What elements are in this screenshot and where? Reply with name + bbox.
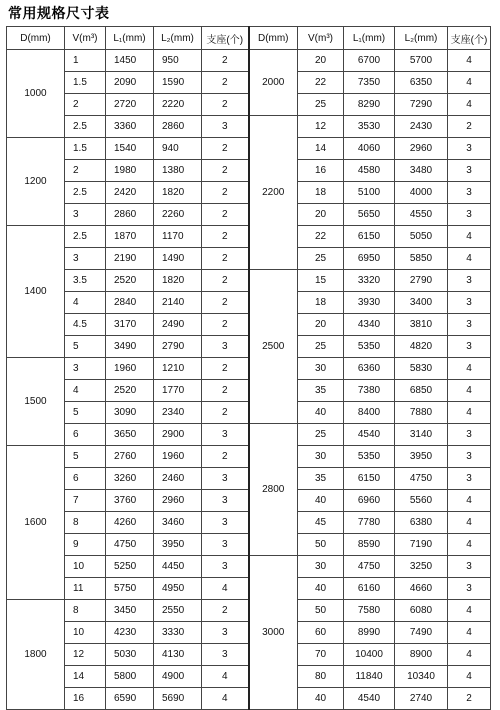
left-diameter-cell: 1400 (7, 226, 65, 358)
left-support-cell: 3 (202, 116, 249, 138)
left-volume-cell: 2 (65, 94, 106, 116)
right-support-cell: 3 (448, 446, 491, 468)
header-cell: D(mm) (7, 27, 65, 50)
left-l2-cell: 2340 (154, 402, 202, 424)
right-volume-cell: 22 (298, 72, 344, 94)
header-cell: L₁(mm) (344, 27, 395, 50)
right-volume-cell: 25 (298, 94, 344, 116)
header-cell: 支座(个) (202, 27, 249, 50)
right-support-cell: 4 (448, 50, 491, 72)
right-volume-cell: 20 (298, 314, 344, 336)
right-volume-cell: 80 (298, 666, 344, 688)
right-l1-cell: 6160 (344, 578, 395, 600)
left-volume-cell: 3 (65, 358, 106, 380)
right-l1-cell: 5100 (344, 182, 395, 204)
left-l2-cell: 2140 (154, 292, 202, 314)
right-volume-cell: 40 (298, 490, 344, 512)
left-l2-cell: 2490 (154, 314, 202, 336)
right-support-cell: 4 (448, 358, 491, 380)
left-support-cell: 3 (202, 534, 249, 556)
right-volume-cell: 18 (298, 182, 344, 204)
left-l1-cell: 5800 (106, 666, 154, 688)
left-volume-cell: 3 (65, 204, 106, 226)
right-l2-cell: 4660 (395, 578, 448, 600)
left-diameter-cell: 1000 (7, 50, 65, 138)
left-l1-cell: 2520 (106, 270, 154, 292)
right-support-cell: 4 (448, 72, 491, 94)
left-volume-cell: 4 (65, 380, 106, 402)
left-l2-cell: 2790 (154, 336, 202, 358)
left-support-cell: 2 (202, 270, 249, 292)
left-l1-cell: 3760 (106, 490, 154, 512)
left-volume-cell: 2.5 (65, 226, 106, 248)
right-l2-cell: 4000 (395, 182, 448, 204)
right-support-cell: 4 (448, 644, 491, 666)
right-volume-cell: 35 (298, 380, 344, 402)
left-volume-cell: 5 (65, 336, 106, 358)
right-l2-cell: 6080 (395, 600, 448, 622)
left-support-cell: 3 (202, 644, 249, 666)
right-l1-cell: 3530 (344, 116, 395, 138)
left-volume-cell: 1.5 (65, 72, 106, 94)
left-l2-cell: 1590 (154, 72, 202, 94)
left-l1-cell: 5250 (106, 556, 154, 578)
left-l2-cell: 5690 (154, 688, 202, 710)
right-support-cell: 3 (448, 292, 491, 314)
left-support-cell: 2 (202, 72, 249, 94)
left-l2-cell: 1380 (154, 160, 202, 182)
right-support-cell: 4 (448, 622, 491, 644)
right-volume-cell: 35 (298, 468, 344, 490)
table-row (7, 116, 491, 138)
left-diameter-cell: 1800 (7, 600, 65, 710)
right-volume-cell: 14 (298, 138, 344, 160)
left-support-cell: 3 (202, 468, 249, 490)
left-l2-cell: 1490 (154, 248, 202, 270)
left-l2-cell: 2220 (154, 94, 202, 116)
left-support-cell: 2 (202, 160, 249, 182)
right-volume-cell: 20 (298, 204, 344, 226)
left-volume-cell: 3.5 (65, 270, 106, 292)
right-support-cell: 3 (448, 468, 491, 490)
left-l1-cell: 2420 (106, 182, 154, 204)
right-l2-cell: 3250 (395, 556, 448, 578)
left-l1-cell: 2520 (106, 380, 154, 402)
left-l2-cell: 950 (154, 50, 202, 72)
left-l1-cell: 2190 (106, 248, 154, 270)
left-support-cell: 3 (202, 490, 249, 512)
left-support-cell: 4 (202, 578, 249, 600)
right-support-cell: 4 (448, 248, 491, 270)
right-support-cell: 3 (448, 314, 491, 336)
left-volume-cell: 4 (65, 292, 106, 314)
left-support-cell: 2 (202, 182, 249, 204)
right-volume-cell: 30 (298, 358, 344, 380)
left-support-cell: 2 (202, 292, 249, 314)
left-l1-cell: 4260 (106, 512, 154, 534)
right-l1-cell: 8990 (344, 622, 395, 644)
left-volume-cell: 7 (65, 490, 106, 512)
right-volume-cell: 25 (298, 248, 344, 270)
right-support-cell: 2 (448, 688, 491, 710)
left-l1-cell: 5750 (106, 578, 154, 600)
left-support-cell: 2 (202, 358, 249, 380)
right-volume-cell: 50 (298, 600, 344, 622)
left-l2-cell: 4450 (154, 556, 202, 578)
right-l1-cell: 8290 (344, 94, 395, 116)
right-support-cell: 3 (448, 138, 491, 160)
right-l2-cell: 5050 (395, 226, 448, 248)
right-support-cell: 4 (448, 600, 491, 622)
left-support-cell: 3 (202, 336, 249, 358)
left-l1-cell: 2860 (106, 204, 154, 226)
left-l1-cell: 3260 (106, 468, 154, 490)
right-l1-cell: 6960 (344, 490, 395, 512)
left-diameter-cell: 1200 (7, 138, 65, 226)
left-l1-cell: 3450 (106, 600, 154, 622)
right-l2-cell: 3140 (395, 424, 448, 446)
right-l1-cell: 10400 (344, 644, 395, 666)
left-support-cell: 2 (202, 380, 249, 402)
header-cell: L₂(mm) (395, 27, 448, 50)
right-l1-cell: 6360 (344, 358, 395, 380)
right-support-cell: 4 (448, 94, 491, 116)
right-support-cell: 4 (448, 512, 491, 534)
left-support-cell: 3 (202, 556, 249, 578)
header-cell: D(mm) (249, 27, 298, 50)
left-l2-cell: 1770 (154, 380, 202, 402)
left-volume-cell: 8 (65, 600, 106, 622)
right-l2-cell: 3480 (395, 160, 448, 182)
right-l1-cell: 6700 (344, 50, 395, 72)
left-l2-cell: 3950 (154, 534, 202, 556)
right-l2-cell: 7290 (395, 94, 448, 116)
right-volume-cell: 18 (298, 292, 344, 314)
right-volume-cell: 30 (298, 556, 344, 578)
header-cell: 支座(个) (448, 27, 491, 50)
right-support-cell: 3 (448, 160, 491, 182)
right-l1-cell: 4750 (344, 556, 395, 578)
left-volume-cell: 3 (65, 248, 106, 270)
left-l2-cell: 2550 (154, 600, 202, 622)
right-l2-cell: 10340 (395, 666, 448, 688)
left-l2-cell: 2900 (154, 424, 202, 446)
spec-table (6, 26, 491, 710)
right-volume-cell: 20 (298, 50, 344, 72)
left-l1-cell: 1960 (106, 358, 154, 380)
right-l2-cell: 2740 (395, 688, 448, 710)
header-cell: V(m³) (65, 27, 106, 50)
page-title: 常用规格尺寸表 (8, 6, 110, 22)
left-l1-cell: 2760 (106, 446, 154, 468)
left-support-cell: 2 (202, 314, 249, 336)
right-l1-cell: 7580 (344, 600, 395, 622)
right-volume-cell: 50 (298, 534, 344, 556)
left-volume-cell: 14 (65, 666, 106, 688)
left-support-cell: 2 (202, 248, 249, 270)
left-volume-cell: 9 (65, 534, 106, 556)
left-volume-cell: 1 (65, 50, 106, 72)
left-support-cell: 2 (202, 600, 249, 622)
left-l1-cell: 3090 (106, 402, 154, 424)
right-l2-cell: 6380 (395, 512, 448, 534)
left-l1-cell: 1870 (106, 226, 154, 248)
left-volume-cell: 1.5 (65, 138, 106, 160)
left-l2-cell: 1820 (154, 182, 202, 204)
left-l2-cell: 1820 (154, 270, 202, 292)
left-volume-cell: 2.5 (65, 116, 106, 138)
left-support-cell: 2 (202, 50, 249, 72)
right-l2-cell: 7490 (395, 622, 448, 644)
right-l1-cell: 8590 (344, 534, 395, 556)
left-l2-cell: 2960 (154, 490, 202, 512)
right-l2-cell: 2790 (395, 270, 448, 292)
left-support-cell: 3 (202, 424, 249, 446)
right-diameter-cell: 3000 (249, 556, 298, 710)
right-l2-cell: 4750 (395, 468, 448, 490)
right-l1-cell: 4340 (344, 314, 395, 336)
right-l2-cell: 7880 (395, 402, 448, 424)
right-l2-cell: 4820 (395, 336, 448, 358)
right-l2-cell: 6350 (395, 72, 448, 94)
table-body (7, 50, 491, 710)
left-l1-cell: 4230 (106, 622, 154, 644)
right-support-cell: 4 (448, 666, 491, 688)
right-volume-cell: 22 (298, 226, 344, 248)
left-l1-cell: 5030 (106, 644, 154, 666)
right-volume-cell: 12 (298, 116, 344, 138)
left-l2-cell: 940 (154, 138, 202, 160)
left-support-cell: 2 (202, 446, 249, 468)
right-l2-cell: 7190 (395, 534, 448, 556)
table-row (7, 270, 491, 292)
right-support-cell: 3 (448, 182, 491, 204)
left-l2-cell: 2460 (154, 468, 202, 490)
right-l1-cell: 7780 (344, 512, 395, 534)
right-l1-cell: 6150 (344, 226, 395, 248)
right-support-cell: 3 (448, 578, 491, 600)
right-diameter-cell: 2200 (249, 116, 298, 270)
left-support-cell: 3 (202, 622, 249, 644)
right-volume-cell: 15 (298, 270, 344, 292)
right-l2-cell: 3950 (395, 446, 448, 468)
right-support-cell: 3 (448, 204, 491, 226)
right-volume-cell: 70 (298, 644, 344, 666)
right-support-cell: 4 (448, 534, 491, 556)
left-volume-cell: 11 (65, 578, 106, 600)
left-volume-cell: 16 (65, 688, 106, 710)
right-l1-cell: 6950 (344, 248, 395, 270)
right-l1-cell: 4540 (344, 688, 395, 710)
left-l2-cell: 1170 (154, 226, 202, 248)
left-diameter-cell: 1500 (7, 358, 65, 446)
left-support-cell: 2 (202, 226, 249, 248)
left-l1-cell: 3360 (106, 116, 154, 138)
left-l2-cell: 3460 (154, 512, 202, 534)
left-l1-cell: 1540 (106, 138, 154, 160)
right-l1-cell: 8400 (344, 402, 395, 424)
left-l2-cell: 4900 (154, 666, 202, 688)
left-support-cell: 3 (202, 512, 249, 534)
left-support-cell: 4 (202, 666, 249, 688)
right-volume-cell: 30 (298, 446, 344, 468)
right-support-cell: 4 (448, 380, 491, 402)
left-l2-cell: 4130 (154, 644, 202, 666)
left-l1-cell: 6590 (106, 688, 154, 710)
left-support-cell: 4 (202, 688, 249, 710)
left-volume-cell: 5 (65, 402, 106, 424)
left-l2-cell: 1960 (154, 446, 202, 468)
right-volume-cell: 40 (298, 402, 344, 424)
right-l2-cell: 5850 (395, 248, 448, 270)
header-cell: V(m³) (298, 27, 344, 50)
left-support-cell: 2 (202, 204, 249, 226)
left-l2-cell: 4950 (154, 578, 202, 600)
right-l1-cell: 7380 (344, 380, 395, 402)
right-support-cell: 4 (448, 226, 491, 248)
left-l2-cell: 2860 (154, 116, 202, 138)
right-l2-cell: 2430 (395, 116, 448, 138)
table-row (7, 50, 491, 72)
left-l1-cell: 3490 (106, 336, 154, 358)
right-l2-cell: 6850 (395, 380, 448, 402)
right-l2-cell: 3810 (395, 314, 448, 336)
left-l2-cell: 1210 (154, 358, 202, 380)
left-l1-cell: 3650 (106, 424, 154, 446)
left-volume-cell: 8 (65, 512, 106, 534)
right-support-cell: 3 (448, 336, 491, 358)
right-support-cell: 4 (448, 402, 491, 424)
left-volume-cell: 6 (65, 424, 106, 446)
right-volume-cell: 60 (298, 622, 344, 644)
table-row (7, 556, 491, 578)
table-row (7, 424, 491, 446)
right-support-cell: 4 (448, 490, 491, 512)
left-volume-cell: 10 (65, 622, 106, 644)
left-support-cell: 2 (202, 138, 249, 160)
right-l1-cell: 5650 (344, 204, 395, 226)
right-diameter-cell: 2800 (249, 424, 298, 556)
right-l2-cell: 5830 (395, 358, 448, 380)
right-l1-cell: 7350 (344, 72, 395, 94)
left-volume-cell: 6 (65, 468, 106, 490)
left-volume-cell: 2 (65, 160, 106, 182)
right-l1-cell: 5350 (344, 446, 395, 468)
left-l2-cell: 2260 (154, 204, 202, 226)
right-support-cell: 3 (448, 556, 491, 578)
right-l1-cell: 4580 (344, 160, 395, 182)
left-support-cell: 2 (202, 402, 249, 424)
right-volume-cell: 40 (298, 578, 344, 600)
right-l1-cell: 11840 (344, 666, 395, 688)
left-l1-cell: 4750 (106, 534, 154, 556)
right-l1-cell: 3320 (344, 270, 395, 292)
header-row (7, 27, 491, 50)
left-l1-cell: 3170 (106, 314, 154, 336)
right-l2-cell: 4550 (395, 204, 448, 226)
right-volume-cell: 16 (298, 160, 344, 182)
right-diameter-cell: 2500 (249, 270, 298, 424)
left-diameter-cell: 1600 (7, 446, 65, 600)
left-l1-cell: 1980 (106, 160, 154, 182)
right-volume-cell: 40 (298, 688, 344, 710)
right-l1-cell: 4060 (344, 138, 395, 160)
right-l1-cell: 5350 (344, 336, 395, 358)
left-volume-cell: 12 (65, 644, 106, 666)
right-l2-cell: 2960 (395, 138, 448, 160)
left-volume-cell: 10 (65, 556, 106, 578)
left-l1-cell: 2840 (106, 292, 154, 314)
left-volume-cell: 5 (65, 446, 106, 468)
header-cell: L₂(mm) (154, 27, 202, 50)
right-l2-cell: 8900 (395, 644, 448, 666)
left-l1-cell: 2720 (106, 94, 154, 116)
right-l2-cell: 5560 (395, 490, 448, 512)
right-l1-cell: 6150 (344, 468, 395, 490)
right-volume-cell: 45 (298, 512, 344, 534)
right-support-cell: 3 (448, 270, 491, 292)
left-volume-cell: 2.5 (65, 182, 106, 204)
right-support-cell: 3 (448, 424, 491, 446)
right-support-cell: 2 (448, 116, 491, 138)
right-l2-cell: 5700 (395, 50, 448, 72)
right-volume-cell: 25 (298, 336, 344, 358)
left-volume-cell: 4.5 (65, 314, 106, 336)
left-l1-cell: 1450 (106, 50, 154, 72)
left-support-cell: 2 (202, 94, 249, 116)
right-diameter-cell: 2000 (249, 50, 298, 116)
right-l2-cell: 3400 (395, 292, 448, 314)
left-l2-cell: 3330 (154, 622, 202, 644)
header-cell: L₁(mm) (106, 27, 154, 50)
right-volume-cell: 25 (298, 424, 344, 446)
left-l1-cell: 2090 (106, 72, 154, 94)
right-l1-cell: 4540 (344, 424, 395, 446)
right-l1-cell: 3930 (344, 292, 395, 314)
